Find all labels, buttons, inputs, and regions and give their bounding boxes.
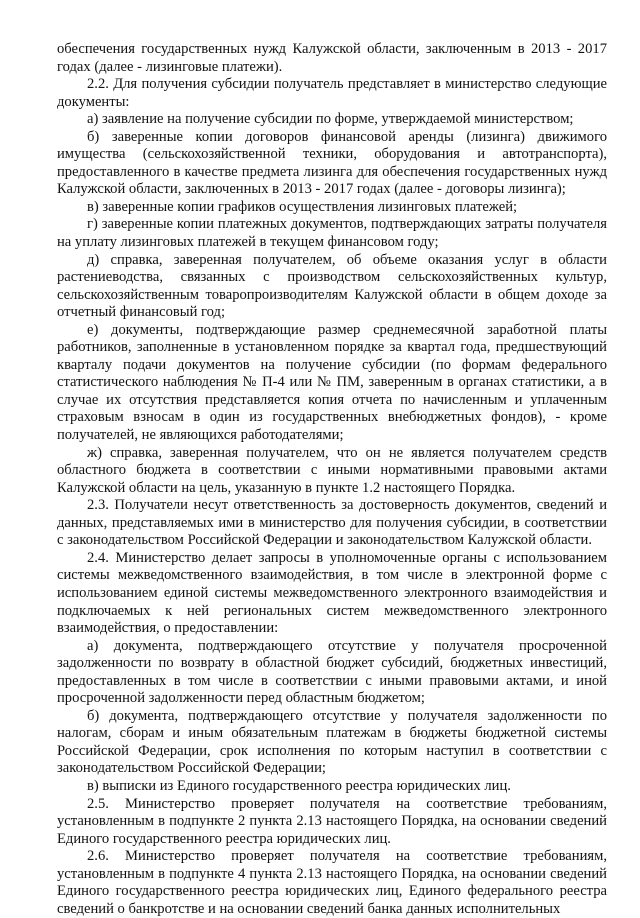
paragraph-2-6: 2.6. Министерство проверяет получателя на соответствие требованиям, установленным в подпункте 4 пункта 2.13 настоящего Порядка, на основании сведений Единого государственного реестра юридических лиц, Единого федерального реестра сведений о банкротстве и на основании сведений банка данных исполнительных	[57, 848, 607, 917]
request-item-b: б) документа, подтверждающего отсутствие у получателя задолженности по налогам, сборам и иным обязательным платежам в бюджеты бюджетной системы Российской Федерации, срок исполнения по которым наступил в соответствии с законодательством Российской Федерации;	[57, 707, 607, 777]
paragraph-2-5: 2.5. Министерство проверяет получателя на соответствие требованиям, установленным в подпункте 2 пункта 2.13 настоящего Порядка, на основании сведений Единого государственного реестра юридических лиц.	[57, 795, 607, 847]
paragraph-2-4: 2.4. Министерство делает запросы в уполномоченные органы с использованием системы межведомственного взаимодействия, в том числе в электронной форме с использованием единой системы межведомственного электронного взаимодействия и подключаемых к ней региональных систем межведомственного электронного взаимодействия, о предоставлении:	[57, 549, 607, 637]
request-item-v: в) выписки из Единого государственного реестра юридических лиц.	[87, 777, 511, 794]
list-item-g: г) заверенные копии платежных документов, подтверждающих затраты получателя на уплату лизинговых платежей в текущем финансовом году;	[57, 216, 607, 251]
document-body	[57, 41, 607, 918]
list-item-d: д) справка, заверенная получателем, об объеме оказания услуг в области растениеводства, связанных с производством сельскохозяйственных культур, сельскохозяйственным товаропроизводителям Калужской области в общем доходе за отчетный финансовый год;	[57, 251, 607, 321]
paragraph-2-2: 2.2. Для получения субсидии получатель представляет в министерство следующие документы:	[57, 76, 607, 110]
request-item-a: а) документа, подтверждающего отсутствие у получателя просроченной задолженности по возврату в областной бюджет субсидий, бюджетных инвестиций, предоставленных в том числе в соответствии с иными правовыми актами, и иной просроченной задолженности перед областным бюджетом;	[57, 637, 607, 707]
list-item-v: в) заверенные копии графиков осуществления лизинговых платежей;	[87, 198, 518, 215]
list-item-e: е) документы, подтверждающие размер среднемесячной заработной платы работников, заполненные в установленном порядке за квартал года, предшествующий кварталу подачи документов на получение субсидии (по формам федерального статистического наблюдения № П-4 или № ПМ, заверенным в органах статистики, а в случае их отсутствия представляется копия отчета по начисленным и уплаченным страховым взносам в один из государственных внебюджетных фондов), - кроме получателей, не являющихся работодателями;	[57, 321, 607, 444]
list-item-zh: ж) справка, заверенная получателем, что он не является получателем средств областного бюджета в соответствии с иными нормативными правовыми актами Калужской области на цель, указанную в пункте 1.2 настоящего Порядка.	[57, 444, 607, 496]
list-item-a: а) заявление на получение субсидии по форме, утверждаемой министерством;	[87, 111, 574, 128]
paragraph-2-3: 2.3. Получатели несут ответственность за достоверность документов, сведений и данных, представляемых ими в министерство для получения субсидии, в соответствии с законодательством Российской Федерации и законодательством Калужской области.	[57, 497, 607, 549]
list-item-b: б) заверенные копии договоров финансовой аренды (лизинга) движимого имущества (сельскохозяйственной техники, оборудования и автотранспорта), предоставленного в качестве предмета лизинга для обеспечения государственных нужд Калужской области, заключенных в 2013 - 2017 годах (далее - договоры лизинга);	[57, 128, 607, 198]
paragraph-continuation: обеспечения государственных нужд Калужской области, заключенным в 2013 - 2017 годах (далее - лизинговые платежи).	[57, 41, 607, 75]
